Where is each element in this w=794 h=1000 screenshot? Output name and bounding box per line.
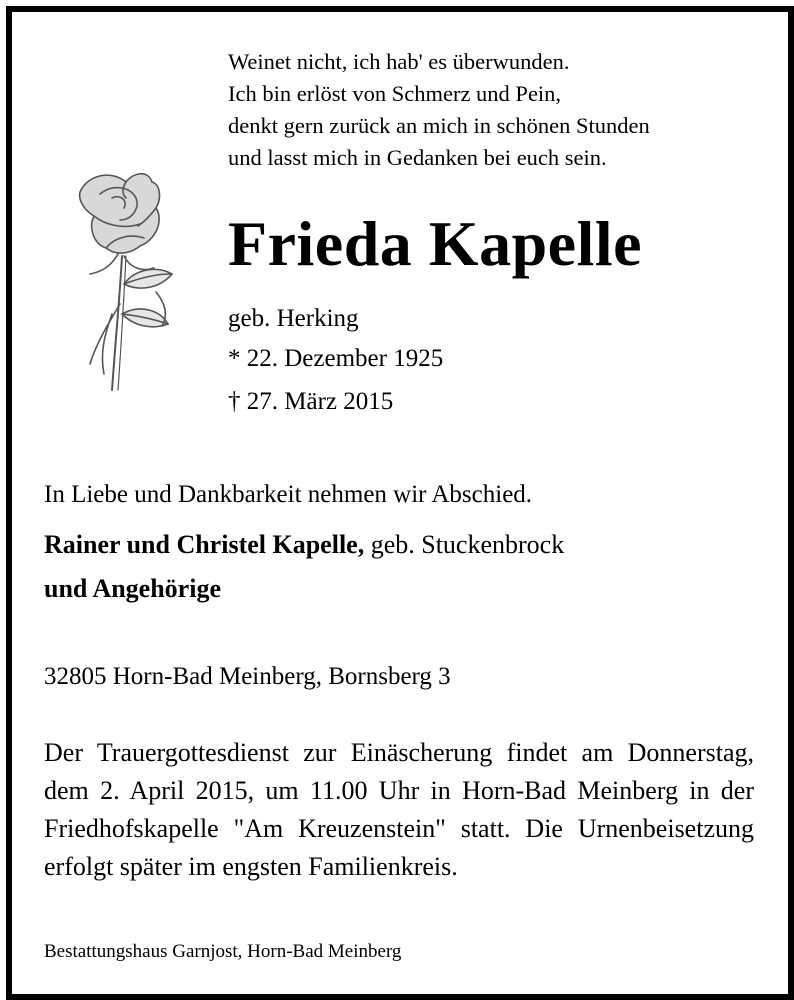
death-date: † 27. März 2015	[228, 388, 394, 415]
rose-illustration	[60, 164, 210, 394]
relatives: und Angehörige	[44, 574, 221, 603]
poem	[228, 46, 650, 174]
family-maiden-name: geb. Stuckenbrock	[364, 530, 565, 559]
family-line	[44, 527, 564, 563]
family-names: Rainer und Christel Kapelle,	[44, 530, 365, 559]
birth-date: * 22. Dezember 1925	[228, 345, 444, 372]
poem-line: Ich bin erlöst von Schmerz und Pein,	[228, 81, 562, 106]
poem-line: und lasst mich in Gedanken bei euch sein.	[228, 145, 607, 170]
deceased-name: Frieda Kapelle	[228, 208, 643, 279]
address: 32805 Horn-Bad Meinberg, Bornsberg 3	[44, 663, 451, 690]
undertaker: Bestattungshaus Garnjost, Horn-Bad Meinberg	[44, 941, 402, 962]
poem-line: Weinet nicht, ich hab' es überwunden.	[228, 49, 570, 74]
farewell-text: In Liebe und Dankbarkeit nehmen wir Abschied.	[44, 481, 533, 508]
maiden-name: geb. Herking	[228, 305, 359, 332]
service-details: Der Trauergottesdienst zur Einäscherung findet am Donnerstag, dem 2. April 2015, um 11.00 Uhr in Horn-Bad Meinberg in der Friedhofskapelle "Am Kreuzenstein" statt. Die Urnenbeisetzung erfolgt später im engsten Familienkreis.	[44, 738, 754, 881]
poem-line: denkt gern zurück an mich in schönen Stunden	[228, 113, 650, 138]
